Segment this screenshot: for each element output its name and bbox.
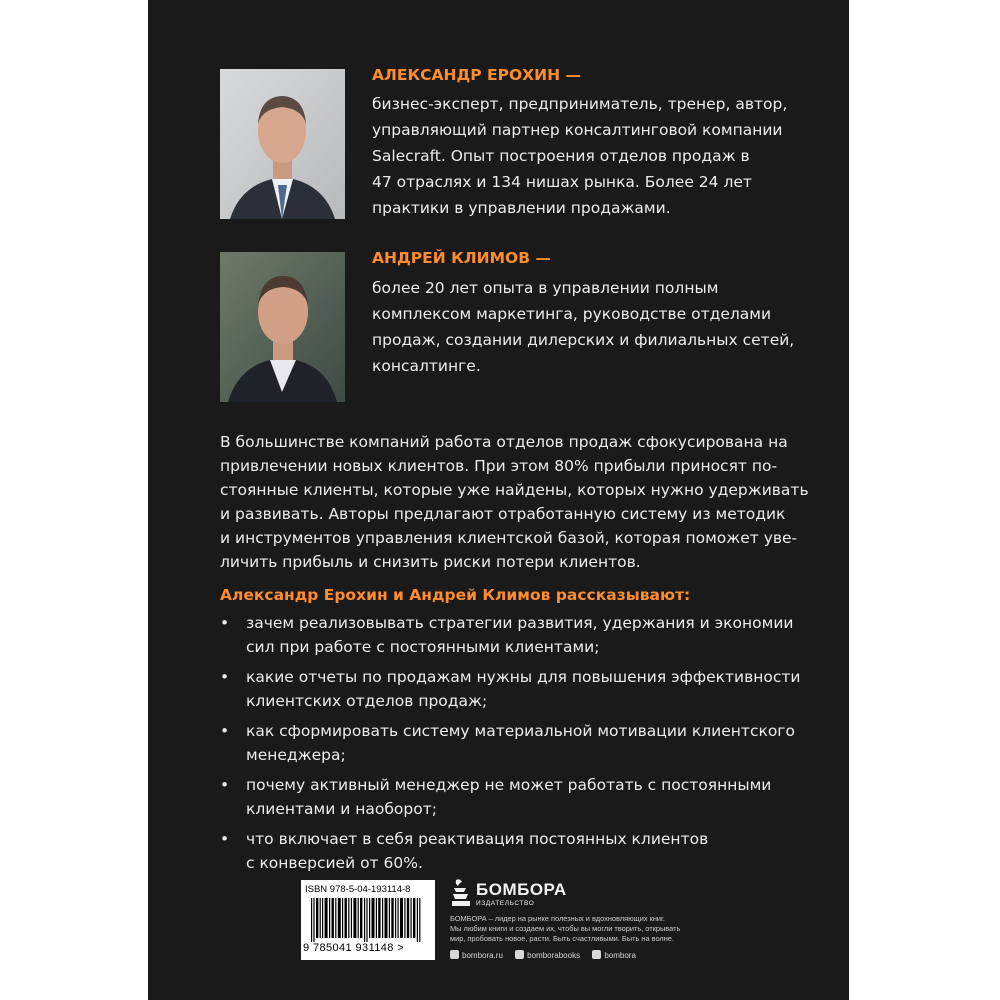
bullet-item	[220, 773, 800, 821]
publisher-subtitle: ИЗДАТЕЛЬСТВО	[476, 900, 535, 907]
publisher-description	[450, 914, 690, 944]
author-photo-erokhin	[220, 69, 345, 219]
vk-icon	[515, 950, 524, 959]
description-line: В большинстве компаний работа отделов продаж сфокусирована на	[220, 433, 788, 451]
publisher-text-line: БОМБОРА – лидер на рынке полезных и вдохновляющих книг.	[450, 914, 665, 923]
description-line: личить прибыль и снизить риски потери клиентов.	[220, 553, 641, 571]
bio-line: бизнес-эксперт, предприниматель, тренер, автор,	[372, 95, 788, 113]
social-label: bombora.ru	[462, 951, 503, 960]
social-website	[450, 951, 503, 960]
author-bio-klimov	[372, 275, 794, 379]
bullet-dot: •	[220, 722, 230, 740]
bullet-line: менеджера;	[246, 746, 346, 764]
bullet-line: зачем реализовывать стратегии развития, удержания и экономии	[246, 614, 794, 632]
bullet-line: что включает в себя реактивация постоянных клиентов	[246, 830, 709, 848]
bullet-item	[220, 611, 800, 659]
social-books	[515, 951, 580, 960]
bullet-item	[220, 827, 800, 875]
bio-line: управляющий партнер консалтинговой компании	[372, 121, 783, 139]
author-bio-erokhin	[372, 91, 787, 221]
author-name-klimov: АНДРЕЙ КЛИМОВ —	[372, 249, 551, 267]
bullet-dot: •	[220, 668, 230, 686]
bullet-list	[220, 611, 800, 881]
author-name-erokhin: АЛЕКСАНДР ЕРОХИН —	[372, 66, 581, 84]
barcode-bars	[311, 898, 427, 942]
bullet-item	[220, 719, 800, 767]
publisher-name: БОМБОРА	[476, 880, 567, 899]
bullet-line: почему активный менеджер не может работать с постоянными	[246, 776, 772, 794]
bullet-item	[220, 665, 800, 713]
social-label: bomborabooks	[527, 951, 581, 960]
bullet-line: сил при работе с постоянными клиентами;	[246, 638, 600, 656]
social-channel	[592, 951, 636, 960]
telegram-icon	[592, 950, 601, 959]
isbn-barcode	[301, 880, 435, 960]
social-links	[450, 950, 646, 960]
description-line: привлечении новых клиентов. При этом 80% прибыли приносят по-	[220, 457, 778, 475]
author-photo-klimov	[220, 252, 345, 402]
publisher-text-line: Мы любим книги и создаем их, чтобы вы могли творить, открывать	[450, 924, 681, 933]
bullet-line: клиентских отделов продаж;	[246, 692, 488, 710]
bullet-line: какие отчеты по продажам нужны для повышения эффективности	[246, 668, 801, 686]
description-line: стоянные клиенты, которые уже найдены, которых нужно удерживать	[220, 481, 809, 499]
bullet-dot: •	[220, 830, 230, 848]
bullet-dot: •	[220, 614, 230, 632]
description-line: и инструментов управления клиентской базой, которая поможет уве-	[220, 529, 798, 547]
bio-line: 47 отраслях и 134 нишах рынка. Более 24 лет	[372, 173, 752, 191]
bio-line: продаж, создании дилерских и филиальных сетей,	[372, 331, 795, 349]
bullet-line: как сформировать систему материальной мотивации клиентского	[246, 722, 795, 740]
bullet-line: клиентами и наоборот;	[246, 800, 437, 818]
description-line: и развивать. Авторы предлагают отработанную систему из методик	[220, 505, 786, 523]
social-label: bombora	[604, 951, 636, 960]
bullet-dot: •	[220, 776, 230, 794]
publisher-text-line: мир, пробовать новое, расти. Быть счастливыми. Быть на волне.	[450, 934, 674, 943]
bio-line: практики в управлении продажами.	[372, 199, 671, 217]
barcode-digits: 9 785041 931148 >	[303, 942, 405, 954]
book-description	[220, 430, 809, 574]
bio-line: Salecraft. Опыт построения отделов продаж в	[372, 147, 750, 165]
bullet-line: с конверсией от 60%.	[246, 854, 423, 872]
bullets-heading: Александр Ерохин и Андрей Климов рассказывают:	[220, 586, 691, 604]
bio-line: консалтинге.	[372, 357, 481, 375]
instagram-icon	[450, 950, 459, 959]
bio-line: комплексом маркетинга, руководстве отделами	[372, 305, 772, 323]
isbn-number: ISBN 978-5-04-193114-8	[305, 884, 411, 895]
bio-line: более 20 лет опыта в управлении полным	[372, 279, 719, 297]
bombora-logo-icon	[450, 878, 472, 908]
